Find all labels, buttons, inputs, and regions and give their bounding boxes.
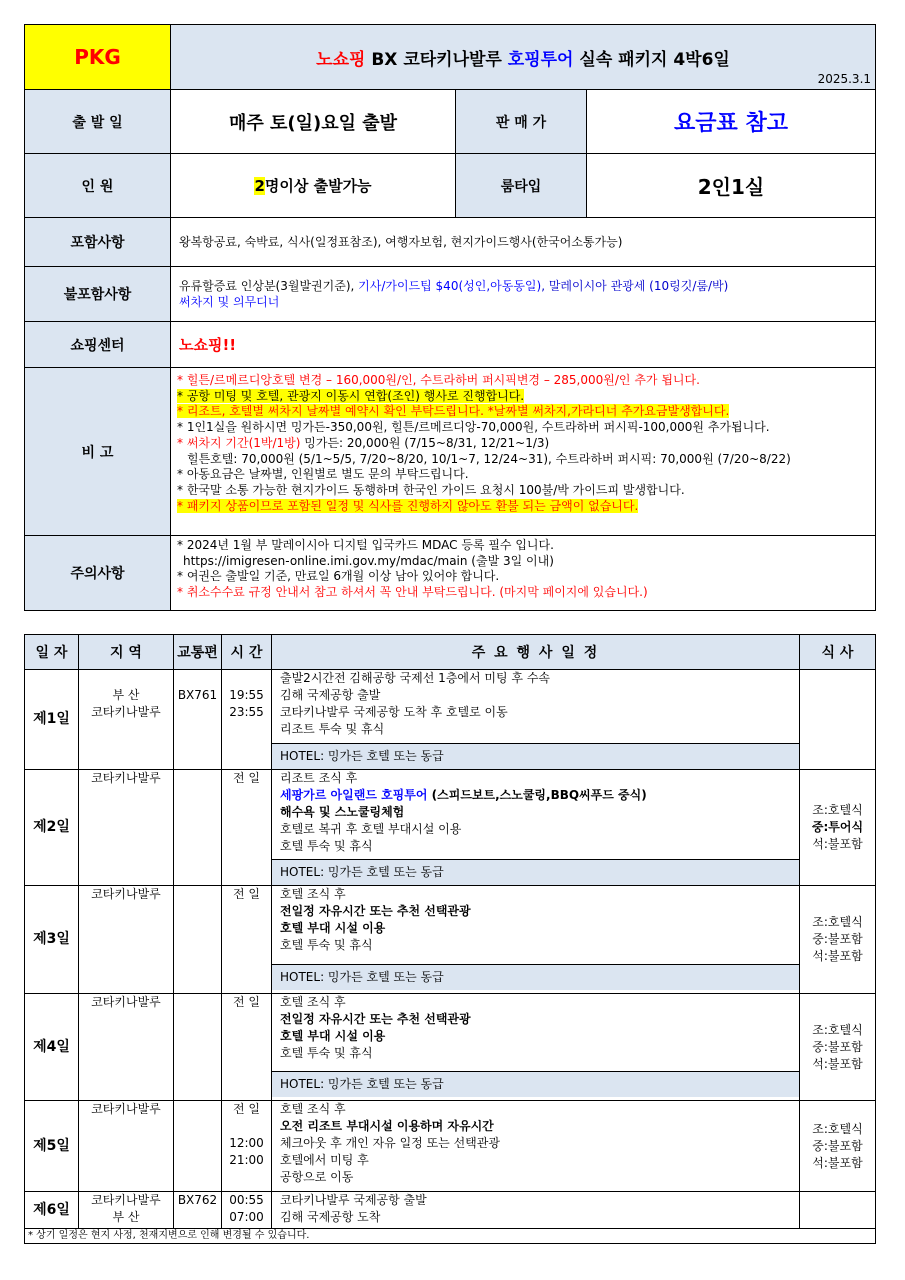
caution-cancel-fee: * 취소수수료 규정 안내서 참고 하셔서 꼭 안내 부탁드립니다. (마지막 페이지에 있습니다.): [177, 585, 648, 600]
transport-cell: [174, 994, 222, 1101]
hotel-info: HOTEL: 밍가든 호텔 또는 동급: [272, 1071, 799, 1097]
activity-item: 호텔 조식 후: [280, 995, 346, 1009]
day-row: [25, 770, 876, 886]
excluded-tip: 기사/가이드팁 $40(성인,아동동일): [358, 279, 542, 293]
hopping-tour-name: 세팡가르 아일랜드 호핑투어: [280, 788, 428, 802]
hotel-info: HOTEL: 밍가든 호텔 또는 동급: [272, 964, 799, 990]
meal-lunch: 중:불포함: [812, 932, 863, 946]
region-name: 부 산: [112, 688, 140, 702]
region-cell: [79, 1192, 174, 1229]
header-day: 일 자: [25, 635, 79, 670]
meals-cell: [800, 1192, 876, 1229]
activity-item: 호텔에서 미팅 후: [280, 1153, 369, 1167]
activity-item: 코타키나발루 국제공항 도착 후 호텔로 이동: [280, 705, 508, 719]
transport-cell: [174, 1101, 222, 1192]
activity-item-hopping: [280, 787, 795, 804]
transport-cell: [174, 670, 222, 770]
excluded-fuel: 유류할증료 인상분(3월발권기준),: [179, 279, 359, 293]
departure-value: 매주 토(일)요일 출발: [171, 90, 456, 154]
day-label: 제1일: [25, 670, 79, 770]
activity-item: 호텔 투숙 및 휴식: [280, 1046, 373, 1060]
included-value: 왕복항공료, 숙박료, 식사(일정표참조), 여행자보험, 현지가이드행사(한국어소통가능): [171, 218, 876, 267]
remarks-label: 비 고: [25, 368, 171, 536]
excluded-label: 불포함사항: [25, 267, 171, 322]
time-spacer: [222, 1118, 271, 1135]
meal-dinner: 석:불포함: [812, 837, 863, 851]
meal-breakfast: 조:호텔식: [812, 915, 863, 929]
time-cell: [222, 770, 272, 886]
activity-item: 호텔 투숙 및 휴식: [280, 839, 373, 853]
flight-number: BX762: [177, 1193, 218, 1207]
activity-item: 호텔 부대 시설 이용: [280, 921, 386, 935]
time-cell: [222, 1192, 272, 1229]
activity-item: 호텔 조식 후: [280, 1102, 346, 1116]
remark-hotel-change: * 힐튼/르메르디앙호텔 변경 – 160,000원/인, 수트라하버 퍼시픽변경 – 285,000원/인 추가 됩니다.: [177, 373, 700, 387]
activity-item: 호텔 부대 시설 이용: [280, 1029, 386, 1043]
hotel-info: HOTEL: 밍가든 호텔 또는 동급: [272, 743, 799, 769]
hopping-tour-detail: (스피드보트,스노쿨링,BBQ씨푸드 중식): [427, 788, 647, 802]
time-value: 전 일: [233, 771, 260, 785]
remark-child-fare: * 아동요금은 날짜별, 인원별로 별도 문의 부탁드립니다.: [177, 467, 469, 482]
room-type-value: 2인1실: [587, 154, 876, 218]
meal-breakfast: 조:호텔식: [812, 1121, 863, 1136]
region-name: 코타키나발루: [91, 995, 161, 1009]
people-count: 2: [254, 177, 265, 195]
meals-cell: [800, 994, 876, 1101]
title-hopping: 호핑투어: [507, 49, 574, 70]
meals-cell: [800, 670, 876, 770]
activity-item: 해수욕 및 스노쿨링체험: [280, 805, 405, 819]
remarks-content: [171, 368, 876, 536]
meal-lunch: 중:불포함: [812, 1138, 863, 1153]
activity-item: 호텔 투숙 및 휴식: [280, 938, 373, 952]
day-label: 제6일: [25, 1192, 79, 1229]
activities-cell: [272, 994, 800, 1101]
title-package: 실속 패키지 4박6일: [573, 49, 730, 70]
activity-item: 출발2시간전 김해공항 국제선 1층에서 미팅 후 수속: [280, 671, 550, 685]
activity-item: 김해 국제공항 출발: [280, 688, 381, 702]
region-cell: [79, 886, 174, 994]
region-cell: [79, 770, 174, 886]
region-name: 코타키나발루: [91, 771, 161, 785]
activity-item: 공항으로 이동: [280, 1170, 354, 1184]
time-value: 21:00: [229, 1153, 264, 1167]
transport-cell: [174, 886, 222, 994]
remark-single-room: * 1인1실을 원하시면 밍가든-350,00원, 힐튼/르메르디앙-70,000원, 수트라하버 퍼시픽-100,000원 추가됩니다.: [177, 420, 770, 435]
remark-surcharge-check: * 리조트, 호텔별 써차지 날짜별 예약시 확인 부탁드립니다. *날짜별 써차지,가라디너 추가요금발생합니다.: [177, 404, 730, 419]
pkg-label: PKG: [25, 25, 171, 90]
time-value: 전 일: [233, 1102, 260, 1116]
remark-no-refund: * 패키지 상품이므로 포함된 일정 및 식사를 진행하지 않아도 환불 되는 금액이 없습니다.: [177, 498, 639, 513]
meals-cell: [800, 886, 876, 994]
activity-item: 리조트 투숙 및 휴식: [280, 722, 385, 736]
shopping-value: 노쇼핑!!: [171, 322, 876, 368]
issue-date: 2025.3.1: [817, 72, 872, 86]
region-name: 코타키나발루: [91, 705, 161, 719]
itinerary-table: [24, 634, 876, 1244]
meals-cell: [800, 1101, 876, 1192]
region-name: 부 산: [112, 1210, 140, 1224]
remark-join-tour: * 공항 미팅 및 호텔, 관광지 이동시 연합(조인) 행사로 진행합니다.: [177, 388, 525, 403]
meals-cell: [800, 770, 876, 886]
caution-mdac: * 2024년 1월 부 말레이시아 디지털 입국카드 MDAC 등록 필수 입니다.: [177, 538, 554, 552]
activity-item: 코타키나발루 국제공항 출발: [280, 1193, 427, 1207]
time-value: 00:55: [229, 1193, 264, 1207]
activities-cell: [272, 770, 800, 886]
included-label: 포함사항: [25, 218, 171, 267]
time-cell: [222, 670, 272, 770]
activity-item: 호텔 조식 후: [280, 887, 346, 901]
time-cell: [222, 886, 272, 994]
shopping-label: 쇼핑센터: [25, 322, 171, 368]
day-label: 제3일: [25, 886, 79, 994]
price-label: 판 매 가: [456, 90, 587, 154]
time-value: 12:00: [229, 1136, 264, 1150]
meal-breakfast: 조:호텔식: [812, 1022, 863, 1037]
package-info-table: [24, 24, 876, 611]
header-meals: 식 사: [800, 635, 876, 670]
time-cell: [222, 1101, 272, 1192]
activities-cell: [272, 886, 800, 994]
activity-item: 전일정 자유시간 또는 추천 선택관광: [280, 1012, 471, 1026]
caution-mdac-url: https://imigresen-online.imi.gov.my/mdac/main (출발 3일 이내): [183, 553, 554, 568]
meal-dinner: 석:불포함: [812, 949, 863, 963]
activity-item: 리조트 조식 후: [280, 771, 358, 785]
people-text: 명이상 출발가능: [264, 177, 372, 195]
remark-surcharge-title: * 써차지 기간(1박/1방): [177, 435, 301, 450]
remark-surcharge-period: [177, 436, 871, 452]
caution-label: 주의사항: [25, 536, 171, 611]
activity-item: 호텔로 복귀 후 호텔 부대시설 이용: [280, 822, 462, 836]
excluded-tax: , 말레이시아 관광세 (10링깃/룸/박): [541, 279, 729, 293]
room-type-label: 룸타입: [456, 154, 587, 218]
price-value: 요금표 참고: [587, 90, 876, 154]
title-noshopping: 노쇼핑: [316, 49, 366, 70]
activities-cell: [272, 1101, 800, 1192]
region-cell: [79, 994, 174, 1101]
departure-label: 출 발 일: [25, 90, 171, 154]
day-row: [25, 1192, 876, 1229]
region-cell: [79, 670, 174, 770]
time-cell: [222, 994, 272, 1101]
caution-passport: * 여권은 출발일 기준, 만료일 6개월 이상 남아 있어야 합니다.: [177, 569, 500, 584]
activities-cell: [272, 1192, 800, 1229]
day-row: [25, 886, 876, 994]
remark-guide: * 한국말 소통 가능한 현지가이드 동행하며 한국인 가이드 요청시 100불/박 가이드피 발생합니다.: [177, 482, 685, 497]
transport-cell: [174, 1192, 222, 1229]
day-label: 제5일: [25, 1101, 79, 1192]
transport-cell: [174, 770, 222, 886]
activities-cell: [272, 670, 800, 770]
meal-lunch: 중:불포함: [812, 1039, 863, 1054]
day-row: [25, 670, 876, 770]
remark-surcharge-mingarden: 밍가든: 20,000원 (7/15~8/31, 12/21~1/3): [300, 435, 550, 450]
day-row: [25, 1101, 876, 1192]
package-title: [171, 25, 876, 90]
meal-lunch: 중:투어식: [811, 820, 864, 834]
caution-content: [171, 536, 876, 611]
time-value: 23:55: [229, 705, 264, 719]
remark-surcharge-hilton: 힐튼호텔: 70,000원 (5/1~5/5, 7/20~8/20, 10/1~7, 12/24~31), 수트라하버 퍼시픽: 70,000원 (7/20~8/22): [187, 451, 791, 466]
schedule-footnote: * 상기 일정은 현지 사정, 천재지변으로 인해 변경될 수 있습니다.: [25, 1229, 876, 1244]
meal-dinner: 석:불포함: [812, 1155, 863, 1170]
activity-item: 오전 리조트 부대시설 이용하며 자유시간: [280, 1119, 494, 1133]
activity-item: 김해 국제공항 도착: [280, 1210, 381, 1224]
day-row: [25, 994, 876, 1101]
activity-item: 전일정 자유시간 또는 추천 선택관광: [280, 904, 471, 918]
region-cell: [79, 1101, 174, 1192]
time-value: 19:55: [229, 688, 264, 702]
header-region: 지 역: [79, 635, 174, 670]
people-value: [171, 154, 456, 218]
people-label: 인 원: [25, 154, 171, 218]
time-value: 07:00: [229, 1210, 264, 1224]
region-name: 코타키나발루: [91, 887, 161, 901]
header-transport: 교통편: [174, 635, 222, 670]
day-label: 제2일: [25, 770, 79, 886]
hotel-info: HOTEL: 밍가든 호텔 또는 동급: [272, 859, 799, 885]
activity-item: 체크아웃 후 개인 자유 일정 또는 선택관광: [280, 1136, 500, 1150]
excluded-value: [171, 267, 876, 322]
meal-breakfast: 조:호텔식: [812, 803, 863, 817]
title-route: BX 코타키나발루: [365, 49, 508, 70]
day-label: 제4일: [25, 994, 79, 1101]
excluded-surcharge: 써차지 및 의무디너: [179, 295, 280, 309]
region-name: 코타키나발루: [91, 1102, 161, 1116]
region-name: 코타키나발루: [91, 1193, 161, 1207]
header-time: 시 간: [222, 635, 272, 670]
time-value: 전 일: [233, 995, 260, 1009]
meal-dinner: 석:불포함: [812, 1056, 863, 1071]
time-value: 전 일: [233, 887, 260, 901]
flight-number: BX761: [177, 688, 218, 702]
header-activities: 주 요 행 사 일 정: [272, 635, 800, 670]
